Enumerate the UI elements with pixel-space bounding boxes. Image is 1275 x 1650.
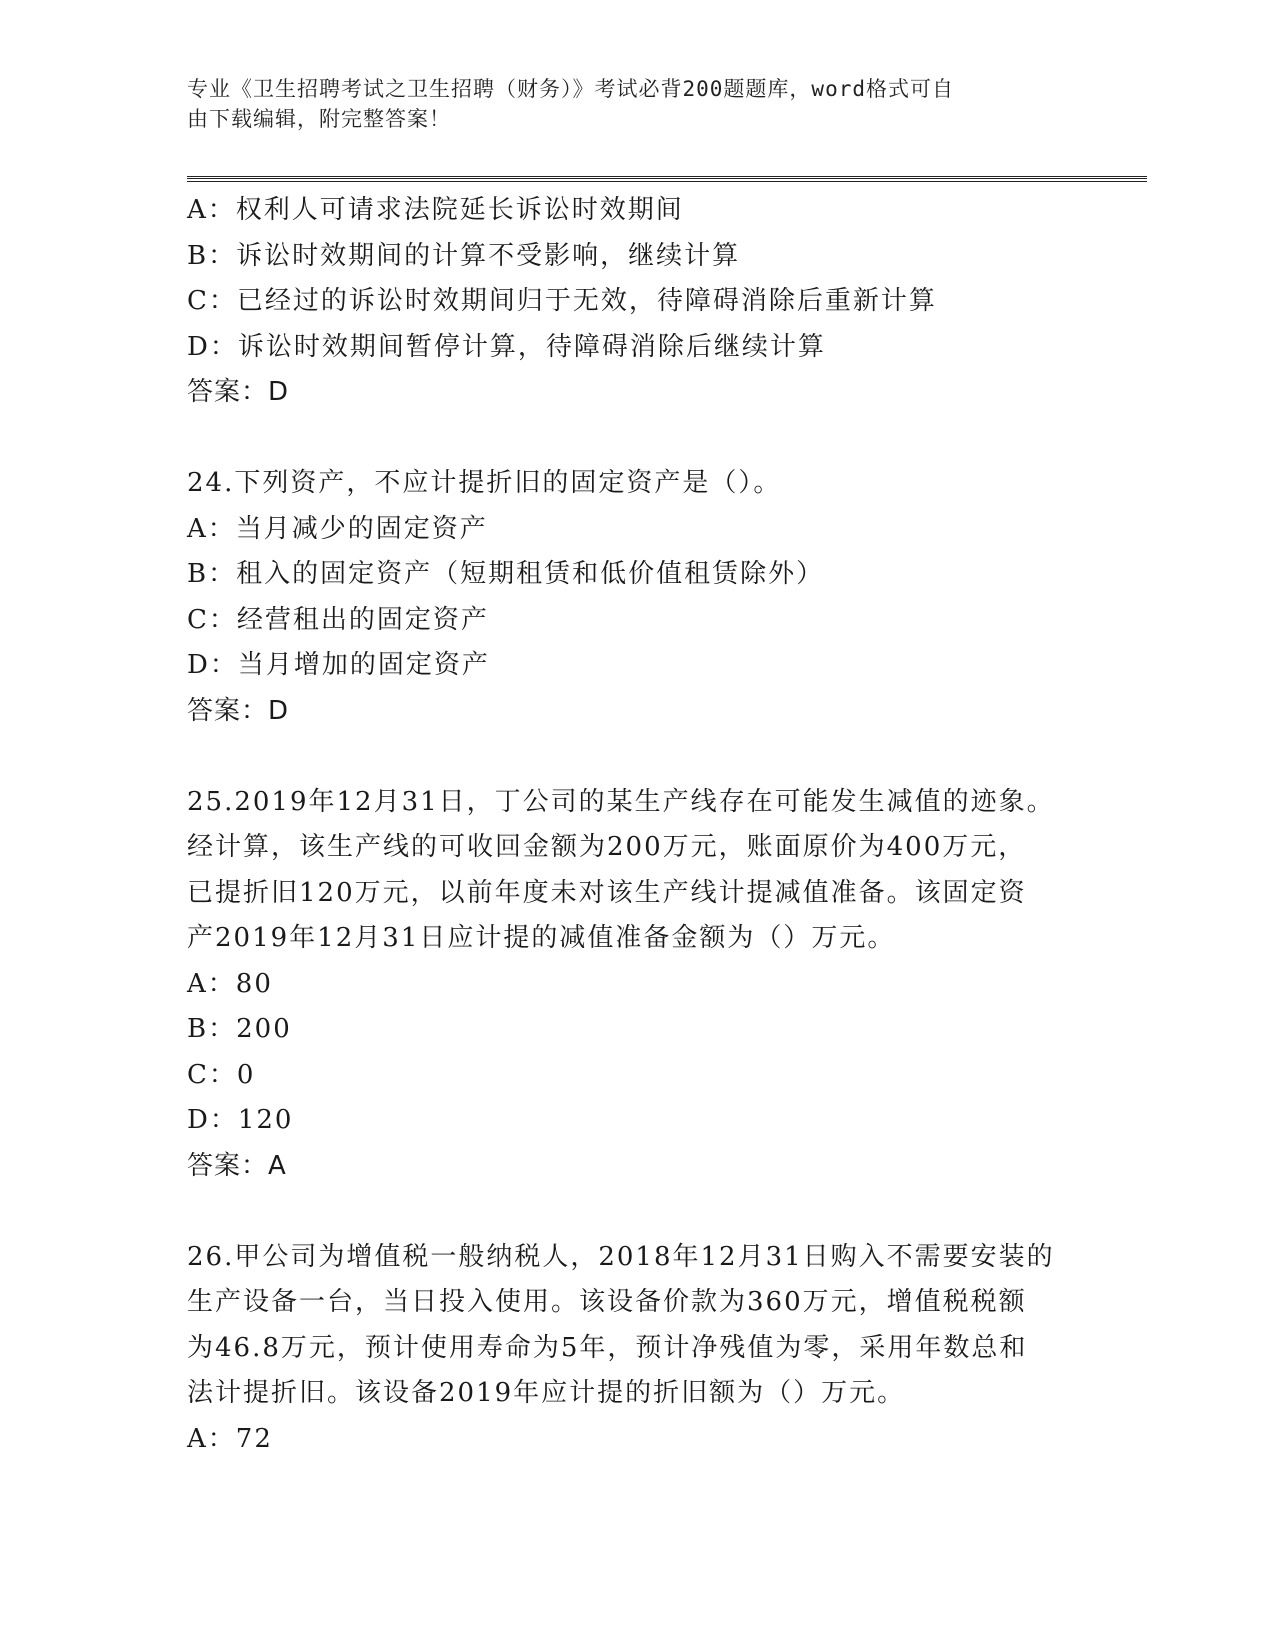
option-d: D：当月增加的固定资产 (187, 650, 490, 680)
option-a: A：当月减少的固定资产 (187, 513, 488, 544)
header-title-line-2: 由下载编辑，附完整答案！ (187, 107, 451, 131)
spacer (187, 416, 1087, 462)
option-b: B：200 (187, 1014, 292, 1044)
question-24 (187, 461, 1087, 734)
option-d: D：诉讼时效期间暂停计算，待障碍消除后继续计算 (187, 331, 826, 362)
spacer (187, 1189, 1087, 1235)
question-stem-line-3: 已提折旧120万元，以前年度未对该生产线计提减值准备。该固定资 (187, 877, 1027, 908)
option-b: B：诉讼时效期间的计算不受影响，继续计算 (187, 240, 741, 271)
answer: 答案：D (187, 377, 290, 407)
question-stem-line-2: 经计算，该生产线的可收回金额为200万元，账面原价为400万元， (187, 832, 1027, 862)
question-stem-line-2: 生产设备一台，当日投入使用。该设备价款为360万元，增值税税额 (187, 1287, 1027, 1317)
option-a: A：80 (187, 968, 273, 999)
question-stem: 24.下列资产，不应计提折旧的固定资产是（）。 (187, 468, 782, 498)
question-list (187, 188, 1087, 1462)
header-title-line-1: 专业《卫生招聘考试之卫生招聘（财务）》考试必背200题题库，word格式可自 (187, 77, 954, 101)
header-divider (187, 176, 1147, 182)
question-stem-line-1: 25.2019年12月31日，丁公司的某生产线存在可能发生减值的迹象。 (187, 786, 1055, 817)
option-a: A：权利人可请求法院延长诉讼时效期间 (187, 195, 684, 225)
question-stem-line-4: 产2019年12月31日应计提的减值准备金额为（）万元。 (187, 923, 896, 953)
option-c: C：经营租出的固定资产 (187, 604, 489, 635)
option-c: C：已经过的诉讼时效期间归于无效，待障碍消除后重新计算 (187, 286, 937, 316)
question-25 (187, 780, 1087, 1190)
option-a: A：72 (187, 1423, 273, 1454)
spacer (187, 734, 1087, 780)
question-stem-line-3: 为46.8万元，预计使用寿命为5年，预计净残值为零，采用年数总和 (187, 1332, 1028, 1363)
question-26 (187, 1235, 1087, 1463)
question-stem-line-4: 法计提折旧。该设备2019年应计提的折旧额为（）万元。 (187, 1378, 906, 1408)
question-stem-line-1: 26.甲公司为增值税一般纳税人，2018年12月31日购入不需要安装的 (187, 1241, 1055, 1272)
option-c: C：0 (187, 1059, 256, 1090)
answer: 答案：D (187, 695, 290, 726)
question-23 (187, 188, 1087, 416)
option-b: B：租入的固定资产（短期租赁和低价值租赁除外） (187, 559, 825, 589)
answer: 答案：A (187, 1150, 287, 1181)
option-d: D：120 (187, 1105, 294, 1135)
document-header (187, 74, 1067, 134)
